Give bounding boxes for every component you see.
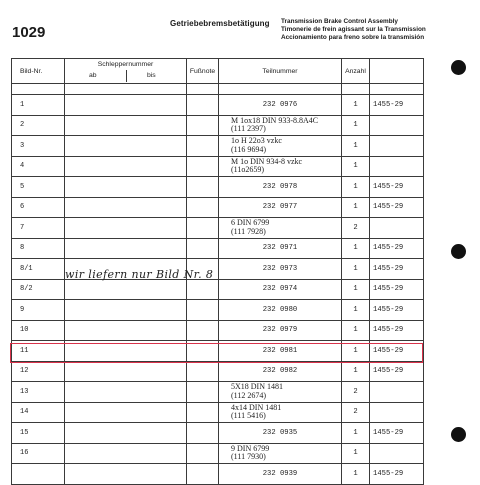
- col-schleppernummer: [65, 59, 187, 84]
- cell-reference: 1455-29: [370, 95, 424, 116]
- cell-reference: 1455-29: [370, 464, 424, 485]
- teilnummer-line: M 1ox18 DIN 933-8.8A4C: [231, 115, 319, 125]
- cell-teilnummer: [219, 156, 342, 177]
- table-row: [12, 197, 424, 218]
- cell-teilnummer: [219, 443, 342, 464]
- cell-bild: 6: [12, 197, 65, 218]
- teilnummer-line: (111 7928): [231, 226, 266, 236]
- cell-bild: 4: [12, 156, 65, 177]
- cell-schleppernummer: [65, 177, 187, 198]
- title-english: Transmission Brake Control Assembly: [281, 18, 398, 25]
- cell-fussnote: [187, 382, 219, 403]
- col-ab: ab: [89, 72, 97, 79]
- title-german: Getriebebremsbetätigung: [170, 19, 270, 28]
- cell-reference: [370, 402, 424, 423]
- cell-anzahl: 1: [342, 279, 370, 300]
- table-header: [12, 59, 424, 84]
- cell-bild: 1: [12, 95, 65, 116]
- cell-anzahl: 1: [342, 443, 370, 464]
- cell-schleppernummer: [65, 382, 187, 403]
- cell-teilnummer: 232 0981: [219, 341, 342, 362]
- cell-anzahl: 1: [342, 361, 370, 382]
- cell-teilnummer: [219, 136, 342, 157]
- table-row: [12, 402, 424, 423]
- cell-teilnummer: 232 0980: [219, 300, 342, 321]
- table-row: [12, 382, 424, 403]
- table-row: [12, 279, 424, 300]
- cell-fussnote: [187, 218, 219, 239]
- teilnummer-line: 9 DIN 6799: [231, 443, 270, 453]
- table-row: [12, 177, 424, 198]
- teilnummer-line: 4x14 DIN 1481: [231, 402, 282, 412]
- cell-schleppernummer: [65, 464, 187, 485]
- cell-anzahl: 1: [342, 259, 370, 280]
- cell-anzahl: 2: [342, 402, 370, 423]
- col-bis: bis: [147, 72, 156, 79]
- cell-bild: 5: [12, 177, 65, 198]
- cell-teilnummer: 232 0978: [219, 177, 342, 198]
- teilnummer-line: (111 7930): [231, 452, 266, 462]
- punch-hole-icon: [451, 60, 466, 75]
- cell-reference: 1455-29: [370, 279, 424, 300]
- col-schleppernummer-label: Schleppernummer: [97, 61, 154, 68]
- cell-schleppernummer: [65, 95, 187, 116]
- cell-teilnummer: [219, 115, 342, 136]
- table-spacer: [12, 84, 424, 95]
- table-row: [12, 300, 424, 321]
- cell-teilnummer: 232 0939: [219, 464, 342, 485]
- cell-reference: [370, 156, 424, 177]
- table-body: [12, 84, 424, 485]
- col-anzahl: Anzahl: [342, 59, 370, 84]
- cell-reference: [370, 115, 424, 136]
- cell-teilnummer: [219, 402, 342, 423]
- table-row: [12, 95, 424, 116]
- col-fussnote: Fußnote: [187, 59, 219, 84]
- teilnummer-line: (111 2397): [231, 124, 266, 134]
- table-row: [12, 115, 424, 136]
- title-french: Timonerie de frein agissant sur la Transmission: [281, 26, 426, 33]
- cell-schleppernummer: [65, 423, 187, 444]
- cell-teilnummer: 232 0977: [219, 197, 342, 218]
- table-row: [12, 443, 424, 464]
- cell-reference: 1455-29: [370, 238, 424, 259]
- cell-fussnote: [187, 320, 219, 341]
- cell-fussnote: [187, 156, 219, 177]
- title-block: [281, 18, 426, 42]
- table-row: [12, 320, 424, 341]
- cell-fussnote: [187, 361, 219, 382]
- cell-anzahl: 1: [342, 115, 370, 136]
- cell-reference: 1455-29: [370, 320, 424, 341]
- parts-table-container: [11, 58, 423, 478]
- highlight-box-row-12: [10, 343, 423, 363]
- cell-fussnote: [187, 197, 219, 218]
- cell-reference: 1455-29: [370, 197, 424, 218]
- cell-fussnote: [187, 95, 219, 116]
- cell-bild: 8/1: [12, 259, 65, 280]
- cell-anzahl: 1: [342, 197, 370, 218]
- table-row: [12, 464, 424, 485]
- cell-bild: 12: [12, 361, 65, 382]
- cell-anzahl: 2: [342, 218, 370, 239]
- teilnummer-line: (112 2674): [231, 390, 267, 400]
- cell-teilnummer: 232 0982: [219, 361, 342, 382]
- cell-fussnote: [187, 300, 219, 321]
- teilnummer-line: (11o2659): [231, 165, 265, 175]
- table-row: [12, 361, 424, 382]
- cell-schleppernummer: [65, 197, 187, 218]
- table-row: [12, 238, 424, 259]
- cell-fussnote: [187, 443, 219, 464]
- col-reference: [370, 59, 424, 84]
- cell-anzahl: 1: [342, 341, 370, 362]
- cell-reference: 1455-29: [370, 423, 424, 444]
- cell-fussnote: [187, 402, 219, 423]
- cell-reference: [370, 136, 424, 157]
- cell-anzahl: 2: [342, 382, 370, 403]
- teilnummer-line: M 1o DIN 934-8 vzkc: [231, 156, 303, 166]
- cell-fussnote: [187, 279, 219, 300]
- cell-bild: 8: [12, 238, 65, 259]
- cell-schleppernummer: [65, 279, 187, 300]
- cell-schleppernummer: [65, 402, 187, 423]
- cell-bild: 13: [12, 382, 65, 403]
- cell-schleppernummer: [65, 320, 187, 341]
- cell-teilnummer: 232 0976: [219, 95, 342, 116]
- cell-schleppernummer: [65, 218, 187, 239]
- cell-fussnote: [187, 423, 219, 444]
- cell-bild: 2: [12, 115, 65, 136]
- cell-schleppernummer: [65, 238, 187, 259]
- cell-anzahl: 1: [342, 136, 370, 157]
- cell-schleppernummer: [65, 115, 187, 136]
- cell-reference: 1455-29: [370, 341, 424, 362]
- cell-anzahl: 1: [342, 238, 370, 259]
- col-teilnummer: Teilnummer: [219, 59, 342, 84]
- teilnummer-line: 1o H 22o3 vzkc: [231, 136, 282, 146]
- cell-teilnummer: 232 0974: [219, 279, 342, 300]
- table-row: [12, 136, 424, 157]
- cell-anzahl: 1: [342, 300, 370, 321]
- cell-fussnote: [187, 177, 219, 198]
- cell-bild: 11: [12, 341, 65, 362]
- cell-teilnummer: 232 0979: [219, 320, 342, 341]
- cell-fussnote: [187, 238, 219, 259]
- cell-reference: 1455-29: [370, 361, 424, 382]
- cell-bild: 9: [12, 300, 65, 321]
- punch-hole-icon: [451, 244, 466, 259]
- cell-teilnummer: [219, 218, 342, 239]
- cell-anzahl: 1: [342, 156, 370, 177]
- table-row: [12, 156, 424, 177]
- cell-schleppernummer: [65, 156, 187, 177]
- cell-schleppernummer: [65, 443, 187, 464]
- cell-bild: 7: [12, 218, 65, 239]
- cell-reference: 1455-29: [370, 259, 424, 280]
- cell-anzahl: 1: [342, 320, 370, 341]
- cell-bild: 16: [12, 443, 65, 464]
- cell-fussnote: [187, 115, 219, 136]
- cell-teilnummer: 232 0971: [219, 238, 342, 259]
- cell-schleppernummer: [65, 300, 187, 321]
- cell-teilnummer: 232 0935: [219, 423, 342, 444]
- cell-fussnote: [187, 464, 219, 485]
- punch-hole-icon: [451, 427, 466, 442]
- cell-bild: 14: [12, 402, 65, 423]
- cell-bild: 10: [12, 320, 65, 341]
- cell-schleppernummer: [65, 361, 187, 382]
- cell-reference: [370, 443, 424, 464]
- title-spanish: Accionamiento para freno sobre la transmisión: [281, 34, 425, 41]
- cell-reference: [370, 382, 424, 403]
- cell-anzahl: 1: [342, 464, 370, 485]
- cell-teilnummer: 232 0973: [219, 259, 342, 280]
- cell-anzahl: 1: [342, 95, 370, 116]
- cell-schleppernummer: [65, 136, 187, 157]
- cell-anzahl: 1: [342, 177, 370, 198]
- cell-reference: [370, 218, 424, 239]
- cell-bild: 8/2: [12, 279, 65, 300]
- cell-bild: 15: [12, 423, 65, 444]
- cell-reference: 1455-29: [370, 177, 424, 198]
- cell-reference: 1455-29: [370, 300, 424, 321]
- teilnummer-line: 5X18 DIN 1481: [231, 382, 283, 392]
- cell-bild: 3: [12, 136, 65, 157]
- col-bild: Bild-Nr.: [12, 59, 65, 84]
- table-row: [12, 218, 424, 239]
- cell-teilnummer: [219, 382, 342, 403]
- page-number: 1029: [12, 24, 46, 41]
- teilnummer-line: 6 DIN 6799: [231, 218, 270, 228]
- teilnummer-line: (111 5416): [231, 411, 266, 421]
- handwritten-note: wir liefern nur Bild Nr. 8: [65, 268, 214, 281]
- table-row: [12, 423, 424, 444]
- cell-bild: [12, 464, 65, 485]
- cell-anzahl: 1: [342, 423, 370, 444]
- teilnummer-line: (116 9694): [231, 144, 267, 154]
- cell-fussnote: [187, 136, 219, 157]
